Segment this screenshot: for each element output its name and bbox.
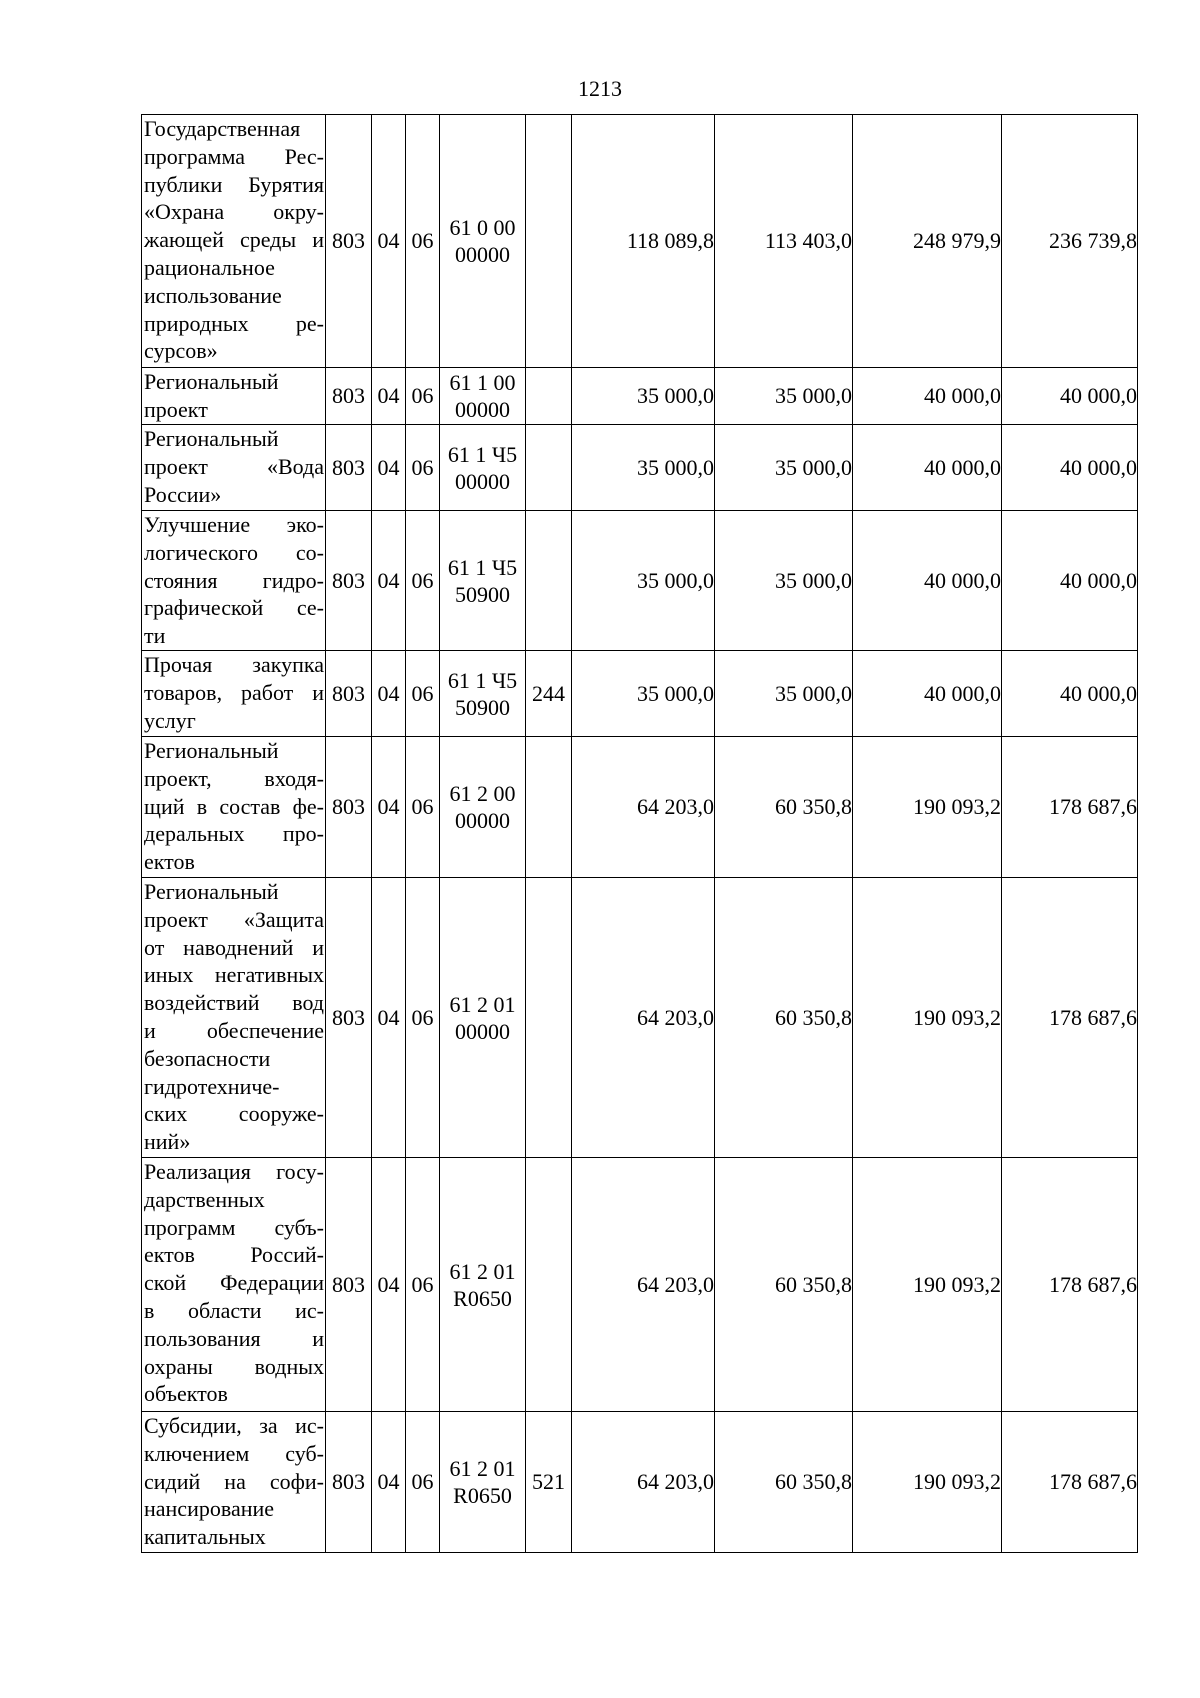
- target-article-code-line: 50900: [455, 694, 510, 720]
- target-article-code: [440, 1412, 526, 1553]
- row-name: [142, 878, 326, 1158]
- amount-4: 40 000,0: [1002, 425, 1138, 511]
- target-article-code-line: 00000: [455, 1018, 510, 1044]
- section-code: 04: [372, 1412, 406, 1553]
- amount-3: 248 979,9: [853, 115, 1002, 368]
- row-name-line: программ субъ-: [144, 1214, 324, 1240]
- row-name-line: дарственных: [144, 1186, 265, 1212]
- ministry-code: 803: [326, 511, 372, 651]
- row-name-line: проект, входя-: [144, 765, 324, 791]
- row-name-line: стояния гидро-: [144, 567, 324, 593]
- row-name-line: Субсидии, за ис-: [144, 1413, 324, 1438]
- section-code: 04: [372, 511, 406, 651]
- amount-1: 64 203,0: [572, 737, 715, 878]
- row-name-line: «Охрана окру-: [144, 199, 324, 225]
- amount-3: 40 000,0: [853, 368, 1002, 425]
- amount-4: 40 000,0: [1002, 368, 1138, 425]
- row-name-line: гидротехниче-: [144, 1073, 280, 1099]
- row-name-line: проект «Защита: [144, 906, 324, 932]
- amount-4: 178 687,6: [1002, 878, 1138, 1158]
- row-name: [142, 651, 326, 737]
- row-name-line: от наводнений и: [144, 934, 324, 960]
- amount-1: 35 000,0: [572, 511, 715, 651]
- amount-2: 35 000,0: [715, 651, 853, 737]
- row-name-line: деральных про-: [144, 821, 324, 847]
- row-name-line: воздействий вод: [144, 990, 324, 1016]
- expense-type-code: [526, 368, 572, 425]
- expense-type-code: 521: [526, 1412, 572, 1553]
- table-row: [142, 1412, 1138, 1553]
- amount-1: 118 089,8: [572, 115, 715, 368]
- amount-1: 35 000,0: [572, 425, 715, 511]
- row-name-line: жающей среды и: [144, 227, 324, 253]
- row-name-line: ключением суб-: [144, 1440, 324, 1466]
- row-name-line: ских сооруже-: [144, 1101, 324, 1127]
- row-name-line: сурсов»: [144, 338, 218, 364]
- target-article-code-line: 61 2 01: [449, 1258, 516, 1284]
- amount-1: 64 203,0: [572, 1412, 715, 1553]
- section-code: 04: [372, 368, 406, 425]
- row-name: [142, 737, 326, 878]
- budget-table: [141, 114, 1138, 1553]
- amount-2: 60 350,8: [715, 1158, 853, 1412]
- ministry-code: 803: [326, 115, 372, 368]
- table-row: [142, 425, 1138, 511]
- amount-4: 40 000,0: [1002, 651, 1138, 737]
- amount-3: 190 093,2: [853, 737, 1002, 878]
- target-article-code: [440, 368, 526, 425]
- ministry-code: 803: [326, 651, 372, 737]
- row-name-line: услуг: [144, 707, 196, 733]
- subsection-code: 06: [406, 651, 440, 737]
- target-article-code-line: 61 1 Ч5: [447, 441, 518, 467]
- row-name-line: охраны водных: [144, 1353, 324, 1379]
- row-name-line: Улучшение эко-: [144, 512, 324, 537]
- section-code: 04: [372, 425, 406, 511]
- target-article-code: [440, 1158, 526, 1412]
- expense-type-code: [526, 737, 572, 878]
- amount-3: 40 000,0: [853, 651, 1002, 737]
- section-code: 04: [372, 878, 406, 1158]
- target-article-code-line: R0650: [453, 1483, 512, 1508]
- row-name-line: Региональный: [144, 369, 279, 394]
- row-name-line: Региональный: [144, 738, 279, 763]
- expense-type-code: [526, 425, 572, 511]
- target-article-code: [440, 878, 526, 1158]
- row-name: [142, 1158, 326, 1412]
- subsection-code: 06: [406, 368, 440, 425]
- amount-1: 64 203,0: [572, 1158, 715, 1412]
- table-row: [142, 115, 1138, 368]
- amount-2: 113 403,0: [715, 115, 853, 368]
- target-article-code-line: 61 1 00: [449, 370, 516, 395]
- amount-4: 178 687,6: [1002, 737, 1138, 878]
- subsection-code: 06: [406, 1412, 440, 1553]
- row-name-line: проект «Вода: [144, 453, 324, 479]
- amount-3: 40 000,0: [853, 511, 1002, 651]
- row-name-line: пользования и: [144, 1325, 324, 1351]
- target-article-code-line: 61 2 00: [449, 781, 516, 806]
- target-article-code-line: 00000: [455, 397, 510, 422]
- row-name-line: ектов Россий-: [144, 1242, 324, 1268]
- subsection-code: 06: [406, 425, 440, 511]
- amount-2: 60 350,8: [715, 737, 853, 878]
- table-row: [142, 651, 1138, 737]
- row-name: [142, 425, 326, 511]
- target-article-code-line: R0650: [453, 1285, 512, 1311]
- row-name-line: щий в состав фе-: [144, 793, 324, 819]
- table-row: [142, 878, 1138, 1158]
- amount-2: 35 000,0: [715, 425, 853, 511]
- amount-1: 35 000,0: [572, 368, 715, 425]
- subsection-code: 06: [406, 737, 440, 878]
- ministry-code: 803: [326, 1412, 372, 1553]
- target-article-code: [440, 115, 526, 368]
- row-name-line: иных негативных: [144, 962, 324, 988]
- row-name-line: капитальных: [144, 1524, 266, 1550]
- table-row: [142, 368, 1138, 425]
- target-article-code-line: 61 1 Ч5: [447, 667, 518, 693]
- ministry-code: 803: [326, 368, 372, 425]
- amount-3: 40 000,0: [853, 425, 1002, 511]
- table-row: [142, 511, 1138, 651]
- row-name-line: ской Федерации: [144, 1270, 324, 1296]
- page-number: 1213: [578, 76, 622, 101]
- ministry-code: 803: [326, 737, 372, 878]
- target-article-code-line: 00000: [455, 242, 510, 267]
- target-article-code: [440, 425, 526, 511]
- row-name-line: рациональное: [144, 254, 275, 280]
- amount-1: 35 000,0: [572, 651, 715, 737]
- amount-3: 190 093,2: [853, 878, 1002, 1158]
- row-name-line: ектов: [144, 849, 195, 875]
- row-name: [142, 511, 326, 651]
- section-code: 04: [372, 651, 406, 737]
- subsection-code: 06: [406, 115, 440, 368]
- row-name-line: сидий на софи-: [144, 1468, 324, 1494]
- row-name-line: Региональный: [144, 879, 279, 904]
- expense-type-code: [526, 1158, 572, 1412]
- amount-1: 64 203,0: [572, 878, 715, 1158]
- table-row: [142, 737, 1138, 878]
- table-row: [142, 1158, 1138, 1412]
- ministry-code: 803: [326, 878, 372, 1158]
- amount-3: 190 093,2: [853, 1412, 1002, 1553]
- row-name-line: использование: [144, 282, 282, 308]
- target-article-code-line: 00000: [455, 468, 510, 494]
- row-name-line: логического со-: [144, 539, 324, 565]
- target-article-code-line: 61 2 01: [449, 991, 516, 1017]
- amount-2: 35 000,0: [715, 368, 853, 425]
- target-article-code-line: 61 1 Ч5: [447, 554, 518, 580]
- row-name-line: программа Рес-: [144, 143, 324, 169]
- amount-2: 35 000,0: [715, 511, 853, 651]
- amount-2: 60 350,8: [715, 878, 853, 1158]
- subsection-code: 06: [406, 1158, 440, 1412]
- subsection-code: 06: [406, 511, 440, 651]
- amount-4: 178 687,6: [1002, 1158, 1138, 1412]
- row-name: [142, 115, 326, 368]
- row-name-line: нансирование: [144, 1496, 275, 1522]
- amount-3: 190 093,2: [853, 1158, 1002, 1412]
- target-article-code-line: 00000: [455, 808, 510, 833]
- row-name-line: ти: [144, 623, 166, 649]
- target-article-code: [440, 511, 526, 651]
- row-name: [142, 368, 326, 425]
- row-name-line: Региональный: [144, 426, 279, 451]
- row-name-line: проект: [144, 396, 208, 422]
- row-name: [142, 1412, 326, 1553]
- amount-4: 178 687,6: [1002, 1412, 1138, 1553]
- section-code: 04: [372, 115, 406, 368]
- row-name-line: безопасности: [144, 1045, 271, 1071]
- target-article-code-line: 61 2 01: [449, 1456, 516, 1481]
- ministry-code: 803: [326, 1158, 372, 1412]
- row-name-line: графической се-: [144, 595, 324, 621]
- section-code: 04: [372, 1158, 406, 1412]
- expense-type-code: [526, 511, 572, 651]
- row-name-line: Государственная: [144, 116, 301, 141]
- target-article-code-line: 50900: [455, 581, 510, 607]
- target-article-code-line: 61 0 00: [449, 215, 516, 240]
- amount-4: 40 000,0: [1002, 511, 1138, 651]
- target-article-code: [440, 737, 526, 878]
- row-name-line: товаров, работ и: [144, 679, 324, 705]
- section-code: 04: [372, 737, 406, 878]
- row-name-line: в области ис-: [144, 1297, 324, 1323]
- subsection-code: 06: [406, 878, 440, 1158]
- ministry-code: 803: [326, 425, 372, 511]
- row-name-line: Прочая закупка: [144, 652, 324, 677]
- row-name-line: и обеспечение: [144, 1017, 324, 1043]
- target-article-code: [440, 651, 526, 737]
- row-name-line: России»: [144, 481, 222, 507]
- row-name-line: природных ре-: [144, 310, 324, 336]
- amount-4: 236 739,8: [1002, 115, 1138, 368]
- expense-type-code: [526, 878, 572, 1158]
- row-name-line: Реализация госу-: [144, 1159, 324, 1184]
- row-name-line: ний»: [144, 1129, 191, 1155]
- expense-type-code: 244: [526, 651, 572, 737]
- expense-type-code: [526, 115, 572, 368]
- row-name-line: объектов: [144, 1381, 228, 1407]
- amount-2: 60 350,8: [715, 1412, 853, 1553]
- row-name-line: публики Бурятия: [144, 171, 324, 197]
